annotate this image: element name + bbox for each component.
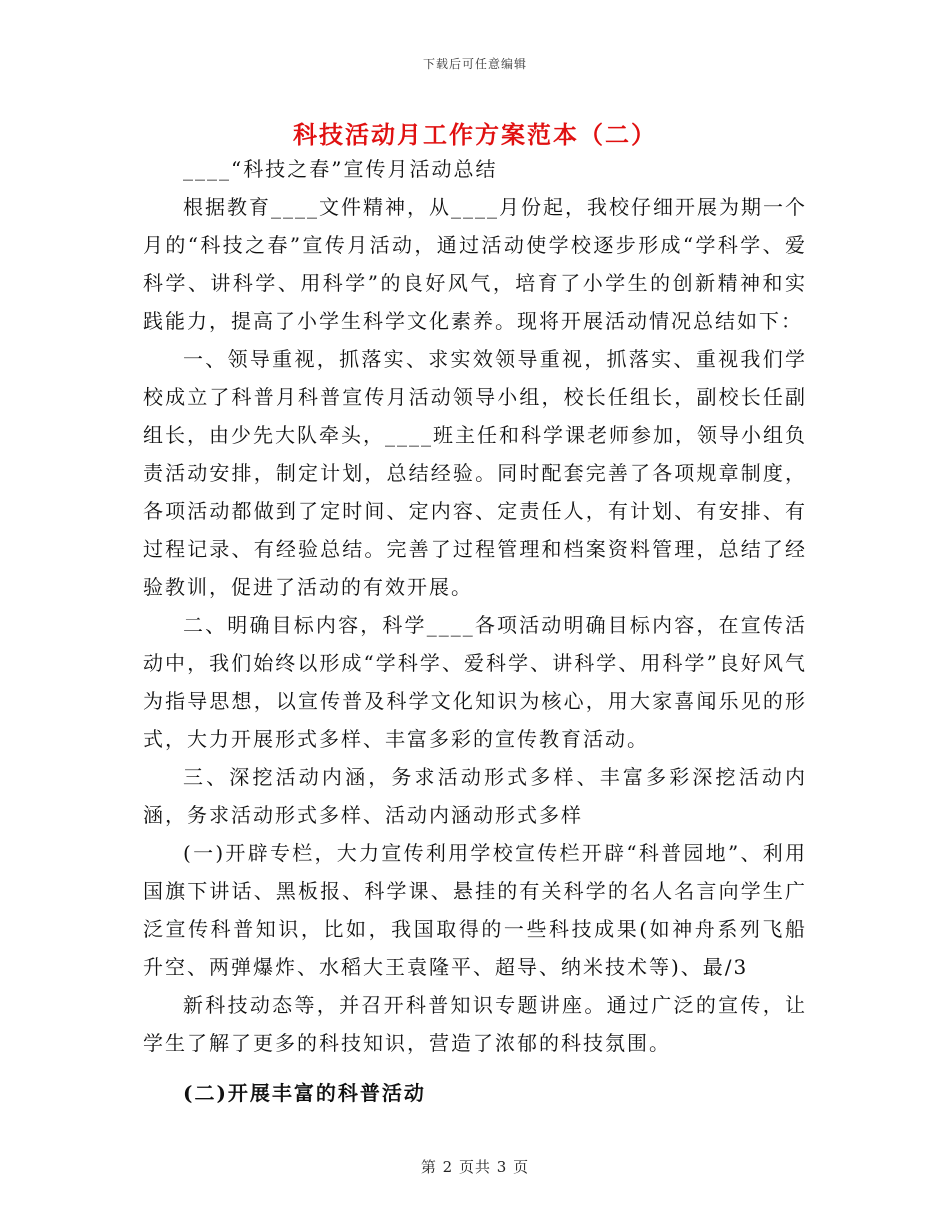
paragraph-subsection-2-heading: (二)开展丰富的科普活动 xyxy=(183,1081,426,1105)
paragraph-section-3: 三、深挖活动内涵，务求活动形式多样、丰富多彩深挖活动内涵，务求活动形式多样、活动内涵动形式多样 xyxy=(143,765,807,827)
paragraph-subtitle: ____“科技之春”宣传月活动总结 xyxy=(183,157,498,181)
paragraph-intro: 根据教育____文件精神，从____月份起，我校仔细开展为期一个月的“科技之春”宣传月活动，通过活动使学校逐步形成“学科学、爱科学、讲科学、用科学”的良好风气，培育了小学生的创新精神和实践能力，提高了小学生科学文化素养。现将开展活动情况总结如下： xyxy=(143,195,807,333)
paragraph-section-2: 二、明确目标内容，科学____各项活动明确目标内容，在宣传活动中，我们始终以形成“学科学、爱科学、讲科学、用科学”良好风气为指导思想，以宣传普及科学文化知识为核心，用大家喜闻乐见的形式，大力开展形式多样、丰富多彩的宣传教育活动。 xyxy=(143,613,807,751)
page-number: 第 2 页共 3 页 xyxy=(420,1158,530,1176)
header-note: 下载后可任意编辑 xyxy=(422,57,527,71)
paragraph-subsection-1-cont: 新科技动态等，并召开科普知识专题讲座。通过广泛的宣传，让学生了解了更多的科技知识，营造了浓郁的科技氛围。 xyxy=(143,993,807,1055)
document-body xyxy=(143,150,807,1112)
document-title: 科技活动月工作方案范本（二） xyxy=(293,120,657,149)
paragraph-section-1: 一、领导重视，抓落实、求实效领导重视，抓落实、重视我们学校成立了科普月科普宣传月活动领导小组，校长任组长，副校长任副组长，由少先大队牵头，____班主任和科学课老师参加，领导小组负责活动安排，制定计划，总结经验。同时配套完善了各项规章制度，各项活动都做到了定时间、定内容、定责任人，有计划、有安排、有过程记录、有经验总结。完善了过程管理和档案资料管理，总结了经验教训，促进了活动的有效开展。 xyxy=(143,347,807,599)
paragraph-subsection-1: (一)开辟专栏，大力宣传利用学校宣传栏开辟“科普园地”、利用国旗下讲话、黑板报、科学课、悬挂的有关科学的名人名言向学生广泛宣传科普知识，比如，我国取得的一些科技成果(如神舟系列飞船升空、两弹爆炸、水稻大王袁隆平、超导、纳米技术等)、最/3 xyxy=(143,841,807,979)
